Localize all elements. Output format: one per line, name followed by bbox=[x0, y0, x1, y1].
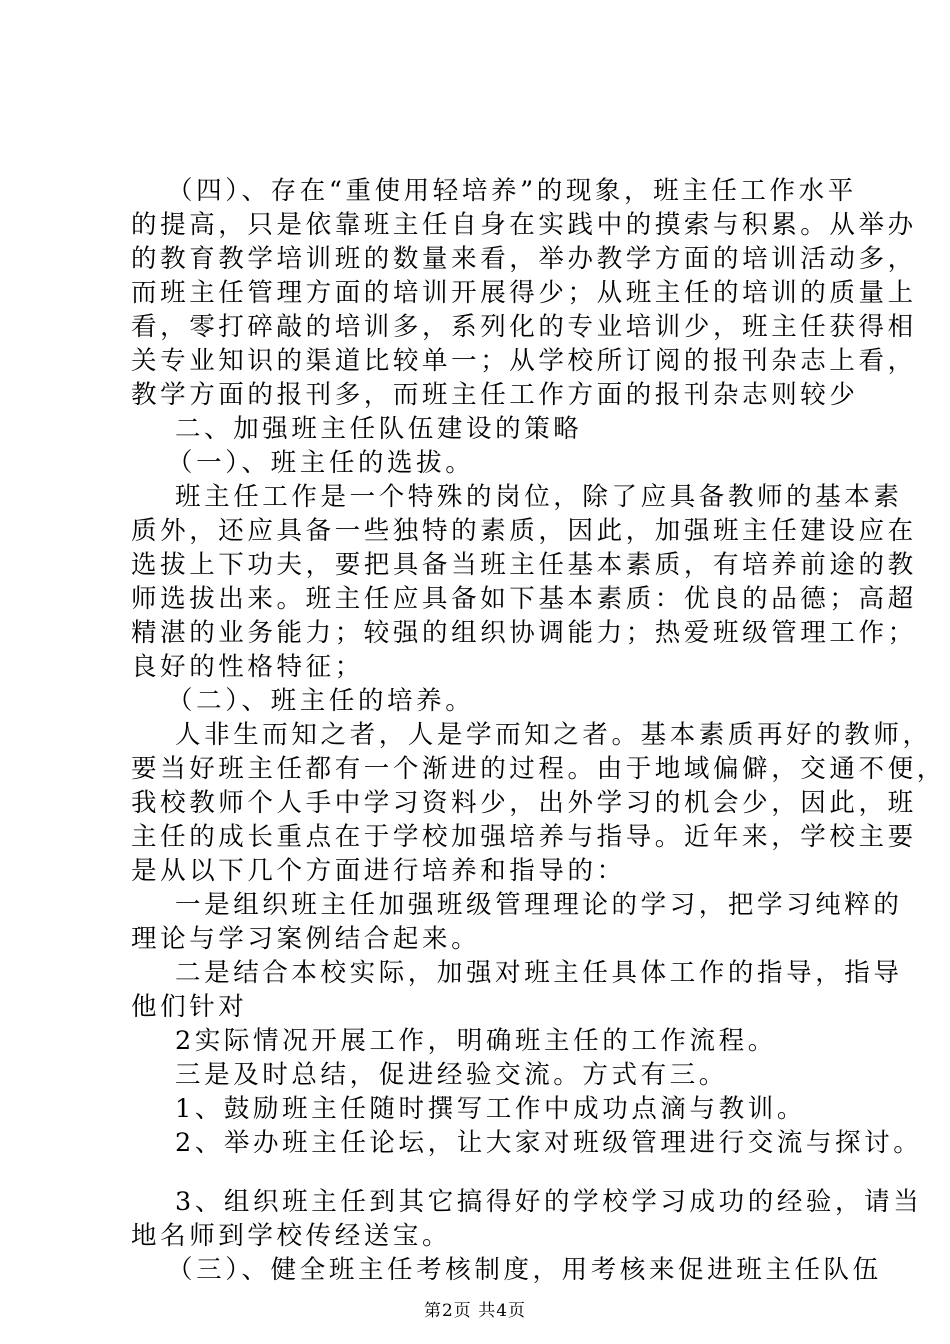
list-item: 1、鼓励班主任随时撰写工作中成功点滴与教训。 bbox=[175, 1094, 806, 1124]
text-line: 良好的性格特征； bbox=[131, 652, 364, 682]
text-line: （四）、存在“重使用轻培养”的现象，班主任工作水平 bbox=[167, 176, 857, 206]
subsection-heading: （三）、健全班主任考核制度，用考核来促进班主任队伍 bbox=[167, 1255, 882, 1285]
text-line: 班主任工作是一个特殊的岗位，除了应具备教师的基本素 bbox=[175, 482, 903, 512]
text-line: 质外，还应具备一些独特的素质，因此，加强班主任建设应在 bbox=[131, 516, 917, 546]
text-line: 2实际情况开展工作，明确班主任的工作流程。 bbox=[175, 1026, 777, 1056]
text-line: 的提高，只是依靠班主任自身在实践中的摸索与积累。从举办 bbox=[131, 210, 917, 240]
text-line: 人非生而知之者，人是学而知之者。基本素质再好的教师， bbox=[175, 720, 932, 750]
text-line: 的教育教学培训班的数量来看，举办教学方面的培训活动多， bbox=[131, 244, 917, 274]
text-line: 他们针对 bbox=[131, 992, 248, 1022]
text-line: 三是及时总结，促进经验交流。方式有三。 bbox=[175, 1060, 728, 1090]
text-line: 理论与学习案例结合起来。 bbox=[131, 924, 481, 954]
text-line: 是从以下几个方面进行培养和指导的： bbox=[131, 856, 626, 886]
subsection-heading: （一）、班主任的选拔。 bbox=[167, 448, 475, 478]
text-line: 精湛的业务能力；较强的组织协调能力；热爱班级管理工作； bbox=[131, 618, 917, 648]
subsection-heading: （二）、班主任的培养。 bbox=[167, 686, 475, 716]
text-line: 我校教师个人手中学习资料少，出外学习的机会少，因此，班 bbox=[131, 788, 917, 818]
text-line: 地名师到学校传经送宝。 bbox=[131, 1221, 452, 1251]
list-item: 2、举办班主任论坛，让大家对班级管理进行交流与探讨。 bbox=[175, 1128, 923, 1158]
text-line: 而班主任管理方面的培训开展得少；从班主任的培训的质量上 bbox=[131, 278, 917, 308]
page-footer: 第2页 共4页 bbox=[423, 1301, 527, 1321]
text-line: 二是结合本校实际，加强对班主任具体工作的指导，指导 bbox=[175, 958, 903, 988]
text-line: 选拔上下功夫，要把具备当班主任基本素质，有培养前途的教 bbox=[131, 550, 917, 580]
text-line: 关专业知识的渠道比较单一；从学校所订阅的报刊杂志上看， bbox=[131, 346, 917, 376]
text-line: 看，零打碎敲的培训多，系列化的专业培训少，班主任获得相 bbox=[131, 312, 917, 342]
text-line: 要当好班主任都有一个渐进的过程。由于地域偏僻，交通不便， bbox=[131, 754, 946, 784]
text-line: 主任的成长重点在于学校加强培养与指导。近年来，学校主要 bbox=[131, 822, 917, 852]
section-heading: 二、加强班主任队伍建设的策略 bbox=[175, 414, 583, 444]
text-line: 师选拔出来。班主任应具备如下基本素质：优良的品德；高超 bbox=[131, 584, 917, 614]
text-line: 教学方面的报刊多，而班主任工作方面的报刊杂志则较少 bbox=[131, 380, 859, 410]
list-item: 3、组织班主任到其它搞得好的学校学习成功的经验，请当 bbox=[175, 1187, 923, 1217]
text-line: 一是组织班主任加强班级管理理论的学习，把学习纯粹的 bbox=[175, 890, 903, 920]
